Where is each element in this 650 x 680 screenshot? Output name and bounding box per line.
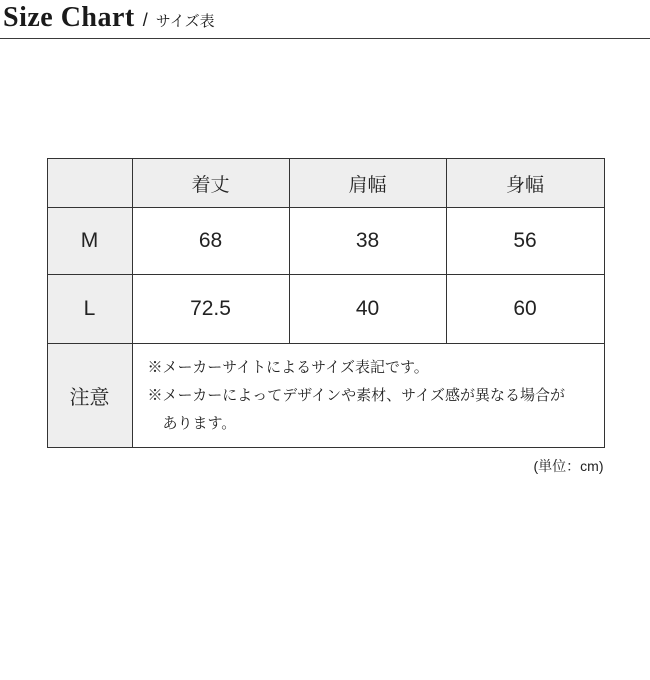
table-row-size-m [47, 208, 604, 275]
cell-m-body-width: 56 [446, 208, 604, 275]
note-line-1: ※メーカーサイトによるサイズ表記です。 [147, 359, 429, 376]
cell-l-length: 72.5 [132, 275, 289, 344]
note-line-3: あります。 [162, 414, 237, 432]
page-title: Size Chart [3, 2, 135, 33]
size-chart-container [47, 158, 604, 448]
table-row-note [47, 344, 604, 448]
title-separator: / [142, 10, 148, 30]
row-label-m: M [47, 208, 132, 275]
table-row-size-l [47, 275, 604, 344]
cell-m-shoulder: 38 [289, 208, 446, 275]
column-header-body-width: 身幅 [446, 159, 604, 208]
size-table [47, 158, 605, 448]
table-header-row [47, 159, 604, 208]
unit-caption: (単位：cm) [533, 458, 604, 475]
cell-m-length: 68 [132, 208, 289, 275]
cell-l-body-width: 60 [446, 275, 604, 344]
table-corner-cell [47, 159, 132, 208]
page-header [0, 0, 650, 39]
page-title-japanese: サイズ表 [155, 13, 215, 30]
column-header-shoulder: 肩幅 [289, 159, 446, 208]
column-header-length: 着丈 [132, 159, 289, 208]
note-label: 注意 [47, 344, 132, 448]
row-label-l: L [47, 275, 132, 344]
note-line-2: ※メーカーによってデザインや素材、サイズ感が異なる場合が [147, 386, 565, 404]
cell-l-shoulder: 40 [289, 275, 446, 344]
note-text-cell [132, 344, 604, 448]
